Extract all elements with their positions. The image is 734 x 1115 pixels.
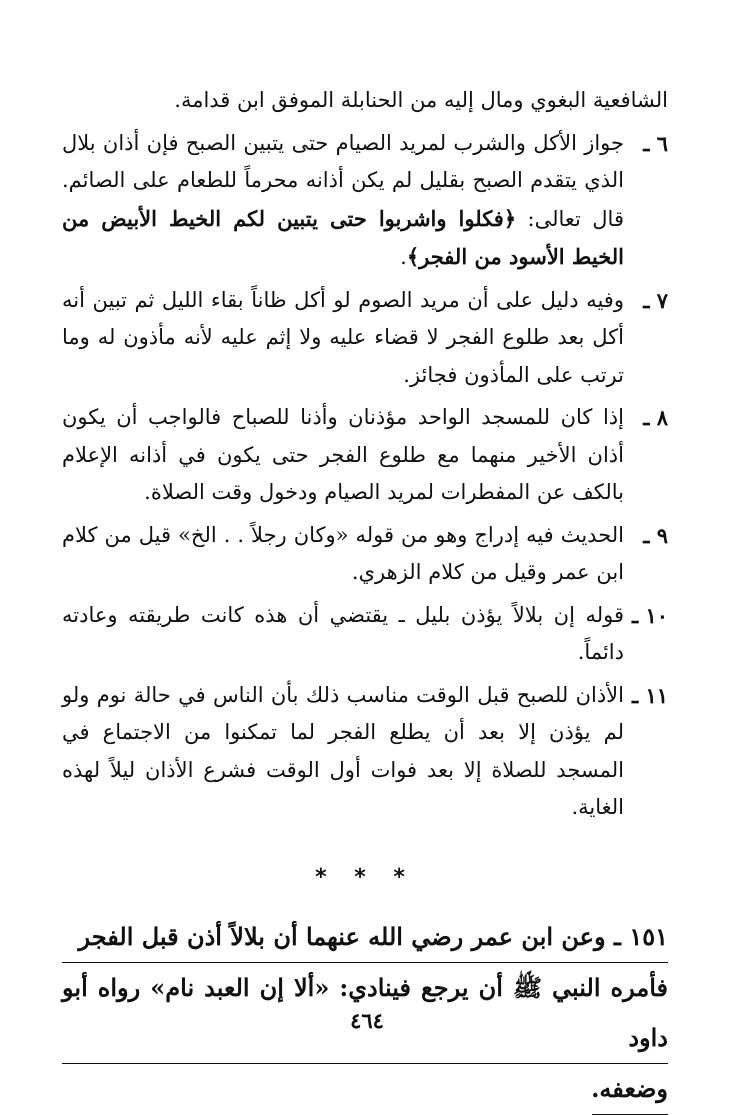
item-text: الأذان للصبح قبل الوقت مناسب ذلك بأن الناس في حالة نوم ولو لم يؤذن إلا بعد أن يطلع الفجر لما تمكنوا من الاجتماع في المسجد للصلاة إلا بعد فوات أول الوقت فشرع الأذان ليلاً لهذه الغاية. xyxy=(62,682,624,819)
page-number: ٤٦٤ xyxy=(350,1008,384,1033)
item-number: ٦ ـ xyxy=(643,130,668,156)
item-text: وفيه دليل على أن مريد الصوم لو أكل ظاناً بقاء الليل ثم تبين أنه أكل بعد طلوع الفجر لا قضاء عليه ولا إثم عليه لأنه مأذون له وما ترتب على المأذون فجائز. xyxy=(62,287,624,387)
list-item xyxy=(62,597,668,672)
page-body xyxy=(62,82,668,1115)
hadith-line-2: فأمره النبي ﷺ أن يرجع فينادي: «ألا إن العبد نام» رواه أبو داود xyxy=(62,972,668,1052)
item-text: جواز الأكل والشرب لمريد الصيام حتى يتبين الصبح فإن أذان بلال الذي يتقدم الصبح بقليل لم يكن أذانه محرماً للطعام على الصائم. قال تعالى: xyxy=(62,130,624,231)
list-item xyxy=(62,282,668,395)
item-text: قوله إن بلالاً يؤذن بليل ـ يقتضي أن هذه كانت طريقته وعادته دائماً. xyxy=(62,602,624,664)
item-tail: . xyxy=(400,245,407,269)
item-number: ٧ ـ xyxy=(643,287,668,313)
item-number: ٩ ـ xyxy=(643,522,668,548)
item-number: ١١ ـ xyxy=(631,682,668,708)
list-item xyxy=(62,677,668,827)
item-number: ١٠ ـ xyxy=(631,602,668,628)
list-item xyxy=(62,399,668,512)
hadith-line-3: وضعفه. xyxy=(591,1073,668,1103)
item-number: ٨ ـ xyxy=(643,405,668,430)
item-text: إذا كان للمسجد الواحد مؤذنان وأذنا للصباح فالواجب أن يكون أذان الأخير منهما مع طلوع الفجر حتى يكون في أذانه الإعلام بالكف عن المفطرات لمريد الصيام ودخول وقت الصلاة. xyxy=(62,405,624,504)
hadith-line-1: ١٥١ ـ وعن ابن عمر رضي الله عنهما أن بلالاً أذن قبل الفجر xyxy=(78,921,668,951)
rule-line-short xyxy=(592,1114,668,1115)
quran-verse: ﴿فكلوا واشربوا حتى يتبين لكم الخيط الأبيض من الخيط الأسود من الفجر﴾ xyxy=(62,205,624,269)
list-item xyxy=(62,517,668,592)
list-item xyxy=(62,125,668,277)
intro-text: الشافعية البغوي ومال إليه من الحنابلة الموفق ابن قدامة. xyxy=(174,88,668,112)
item-text: الحديث فيه إدراج وهو من قوله «وكان رجلاً . . الخ» قيل من كلام ابن عمر وقيل من كلام الزهري. xyxy=(62,522,624,584)
section-separator: * * * xyxy=(315,864,415,890)
